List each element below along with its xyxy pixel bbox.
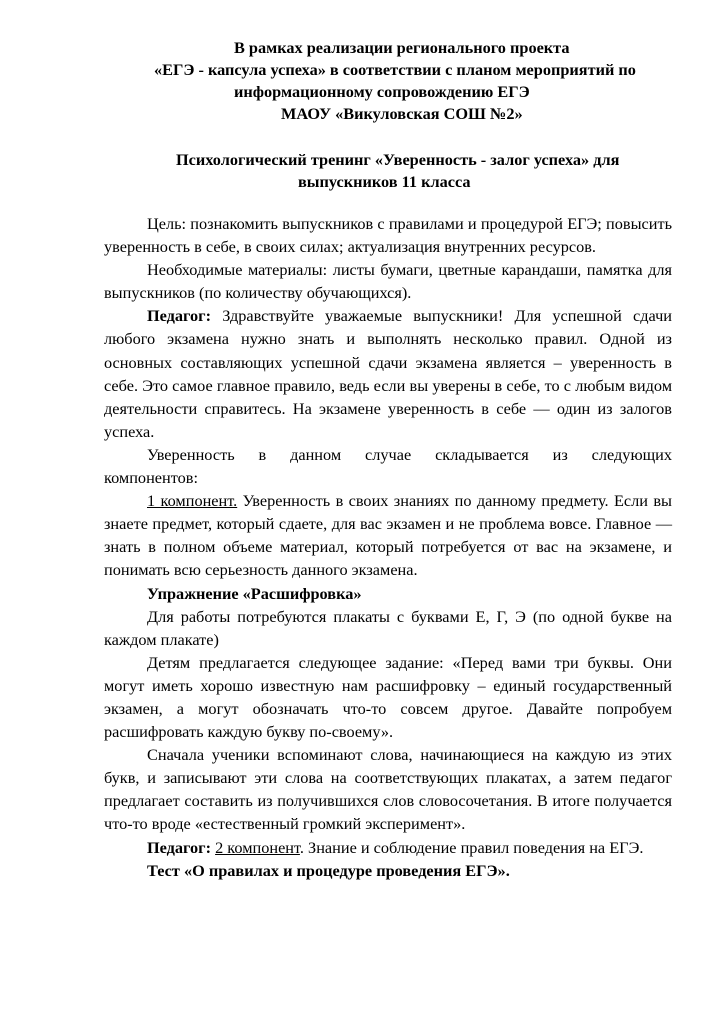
materials-paragraph: Необходимые материалы: листы бумаги, цветные карандаши, памятка для выпускников (по количеству обучающихся). (104, 260, 672, 303)
posters-paragraph: Для работы потребуются плакаты с буквами Е, Г, Э (по одной букве на каждом плакате) (104, 606, 672, 649)
title-line-1: Психологический тренинг «Уверенность - залог успеха» для (176, 150, 620, 169)
teacher-label: Педагог: (147, 306, 211, 326)
document-body (104, 212, 672, 882)
procedure-paragraph: Сначала ученики вспоминают слова, начинающиеся на каждую из этих букв, и записывают эти слова на соответствующих плакатах, а затем педагог предлагает составить из получившихся слов словосочетания. В итоге получается что-то вроде «естественный громкий эксперимент». (104, 745, 672, 834)
teacher-intro-paragraph (104, 304, 672, 443)
component-1-text: Уверенность в своих знаниях по данному предмету. Если вы знаете предмет, который сдаете, для вас экзамен и не проблема вовсе. Главное — знать в полном объеме материал, который потребуется от вас на экзамене, и понимать всю серьезность данного экзамена. (104, 491, 672, 580)
header-line-3: информационному сопровождению ЕГЭ (234, 82, 530, 101)
title-line-2: выпускников 11 класса (298, 172, 471, 191)
component-1-paragraph (104, 489, 672, 581)
header-line-4: МАОУ «Викуловская СОШ №2» (281, 104, 523, 123)
component-2-label: 2 компонент (215, 837, 300, 857)
component-2-paragraph (104, 836, 672, 859)
task-paragraph: Детям предлагается следующее задание: «Перед вами три буквы. Они могут иметь хорошо известную нам расшифровку – единый государственный экзамен, а могут обозначать что-то совсем другое. Давайте попробуем расшифровать каждую букву по-своему». (104, 652, 672, 742)
teacher-2-label: Педагог: (147, 837, 211, 857)
goal-paragraph: Цель: познакомить выпускников с правилами и процедурой ЕГЭ; повысить уверенность в себе, в своих силах; актуализация внутренних ресурсов. (104, 214, 672, 257)
teacher-intro-text: Здравствуйте уважаемые выпускники! Для успешной сдачи любого экзамена нужно знать и выполнять несколько правил. Одной из основных составляющих успешной сдачи экзамена является – уверенность в себе. Это самое главное правило, ведь если вы уверены в себе, то с любым видом деятельности справитесь. На экзамене уверенность в себе — один из залогов успеха. (104, 306, 672, 441)
component-1-label: 1 компонент. (147, 491, 238, 511)
component-2-text: . Знание и соблюдение правил поведения на ЕГЭ. (299, 837, 644, 857)
header-line-2: «ЕГЭ - капсула успеха» в соответствии с планом мероприятий по (154, 60, 636, 79)
components-line-1: Уверенность в данном случае складывается из следующих (147, 444, 672, 464)
exercise-title: Упражнение «Расшифровка» (147, 583, 362, 603)
components-line-2: компонентов: (104, 468, 198, 488)
header-line-1: В рамках реализации регионального проекта (234, 38, 570, 57)
test-title: Тест «О правилах и процедуре проведения ЕГЭ». (147, 860, 510, 880)
